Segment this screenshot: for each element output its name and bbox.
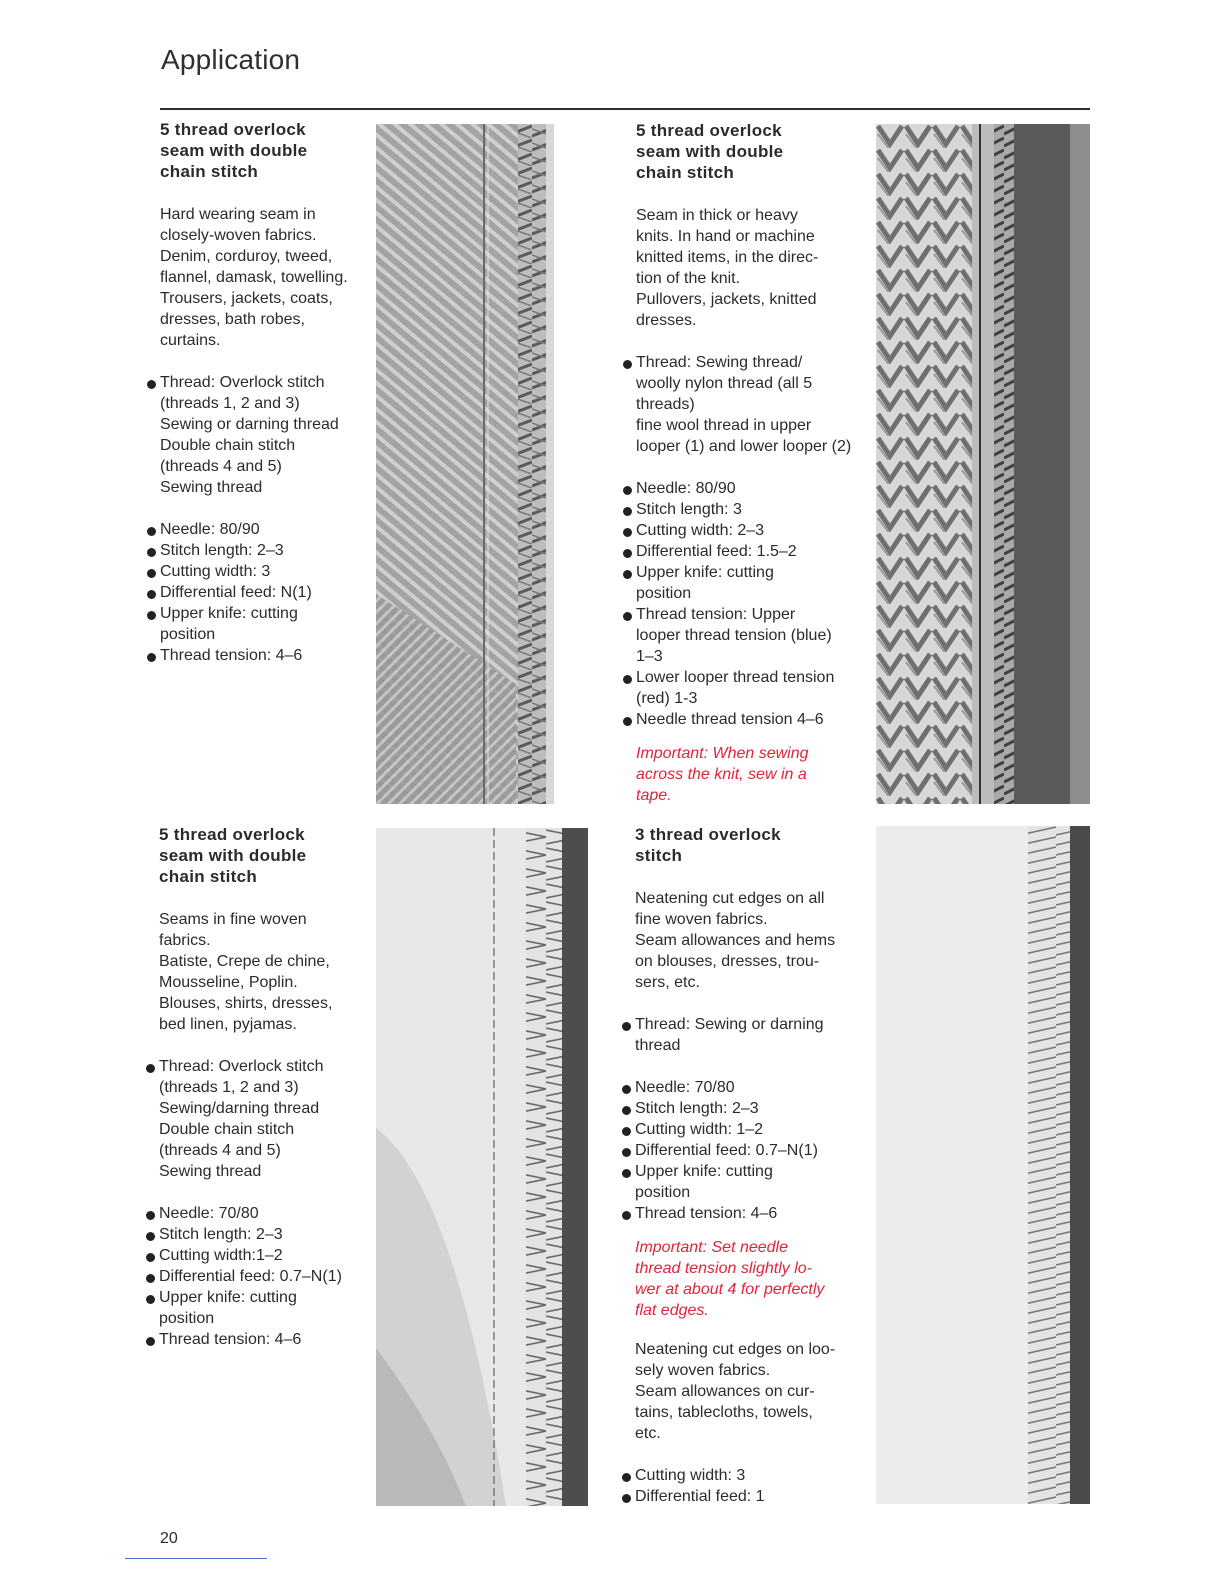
setting-item: Stitch length: 2–3: [635, 1098, 867, 1119]
setting-item: Upper knife: cutting position: [636, 562, 868, 604]
setting-item: Differential feed: 1.5–2: [636, 541, 868, 562]
setting-item: Thread tension: 4–6: [160, 645, 385, 666]
thread-list: [160, 372, 385, 498]
section-description: Neatening cut edges on all fine woven fabrics. Seam allowances and hems on blouses, dresses, trou- sers, etc.: [635, 890, 836, 991]
thread-list: [635, 1014, 867, 1056]
extra-settings-list: [635, 1465, 867, 1507]
setting-item: Stitch length: 3: [636, 499, 868, 520]
setting-item: Needle thread tension 4–6: [636, 709, 868, 730]
setting-item: Differential feed: 0.7–N(1): [159, 1266, 384, 1287]
thread-item: Thread: Sewing or darning thread: [635, 1014, 867, 1056]
setting-item: Differential feed: N(1): [160, 582, 385, 603]
setting-item: Upper knife: cutting position: [635, 1161, 867, 1203]
setting-item: Lower looper thread tension (red) 1-3: [636, 667, 868, 709]
section-denim: [160, 119, 385, 687]
setting-item: Cutting width:1–2: [159, 1245, 384, 1266]
setting-item: Needle: 80/90: [636, 478, 868, 499]
setting-item: Stitch length: 2–3: [159, 1224, 384, 1245]
settings-list: [160, 519, 385, 666]
section-description: Seams in fine woven fabrics. Batiste, Crepe de chine, Mousseline, Poplin. Blouses, shirts, dresses, bed linen, pyjamas.: [159, 911, 333, 1033]
setting-item: Cutting width: 3: [160, 561, 385, 582]
denim-seam-photo: [376, 124, 588, 804]
setting-item: Upper knife: cutting position: [159, 1287, 384, 1329]
section-description: Hard wearing seam in closely-woven fabrics. Denim, corduroy, tweed, flannel, damask, towelling. Trousers, jackets, coats, dresses, bath robes, curtains.: [160, 206, 348, 349]
three-thread-seam-photo: [876, 826, 1090, 1504]
section-title: 3 thread overlock stitch: [635, 825, 781, 865]
section-description: Seam in thick or heavy knits. In hand or machine knitted items, in the direc- tion of the knit. Pullovers, jackets, knitted dresses.: [636, 207, 819, 329]
settings-list: [635, 1077, 867, 1224]
page-number: 20: [160, 1530, 178, 1547]
thread-item: Thread: Overlock stitch (threads 1, 2 and 3) Sewing or darning thread Double chain stitch (threads 4 and 5) Sewing thread: [160, 372, 385, 498]
setting-item: Cutting width: 3: [635, 1465, 867, 1486]
section-title: 5 thread overlock seam with double chain stitch: [160, 120, 308, 181]
section-fine-woven: [159, 824, 384, 1371]
settings-list: [159, 1203, 384, 1350]
section-knit: [636, 120, 868, 824]
setting-item: Differential feed: 0.7–N(1): [635, 1140, 867, 1161]
setting-item: Needle: 70/80: [635, 1077, 867, 1098]
section-3-thread: [635, 824, 867, 1528]
section-title: 5 thread overlock seam with double chain stitch: [159, 825, 307, 886]
important-note: Important: Set needle thread tension slightly lo- wer at about 4 for perfectly flat edges.: [635, 1239, 825, 1319]
setting-item: Needle: 70/80: [159, 1203, 384, 1224]
setting-item: Thread tension: Upper looper thread tension (blue) 1–3: [636, 604, 868, 667]
setting-item: Thread tension: 4–6: [159, 1329, 384, 1350]
thread-list: [159, 1056, 384, 1182]
fine-woven-seam-photo: [376, 828, 588, 1506]
page-title: Application: [161, 44, 301, 75]
thread-item: Thread: Sewing thread/ woolly nylon thread (all 5 threads) fine wool thread in upper looper (1) and lower looper (2): [636, 352, 868, 457]
section-title: 5 thread overlock seam with double chain stitch: [636, 121, 784, 182]
section-extra-description: Neatening cut edges on loo- sely woven fabrics. Seam allowances on cur- tains, tablecloths, towels, etc.: [635, 1341, 836, 1442]
thread-item: Thread: Overlock stitch (threads 1, 2 and 3) Sewing/darning thread Double chain stitch (threads 4 and 5) Sewing thread: [159, 1056, 384, 1182]
setting-item: Differential feed: 1: [635, 1486, 867, 1507]
thread-list: [636, 352, 868, 457]
setting-item: Cutting width: 2–3: [636, 520, 868, 541]
knit-seam-photo: [876, 124, 1090, 804]
footer-underline: [125, 1558, 267, 1559]
setting-item: Needle: 80/90: [160, 519, 385, 540]
settings-list: [636, 478, 868, 730]
setting-item: Upper knife: cutting position: [160, 603, 385, 645]
header-rule: [160, 108, 1090, 110]
setting-item: Stitch length: 2–3: [160, 540, 385, 561]
setting-item: Cutting width: 1–2: [635, 1119, 867, 1140]
important-note: Important: When sewing across the knit, sew in a tape.: [636, 745, 809, 804]
setting-item: Thread tension: 4–6: [635, 1203, 867, 1224]
